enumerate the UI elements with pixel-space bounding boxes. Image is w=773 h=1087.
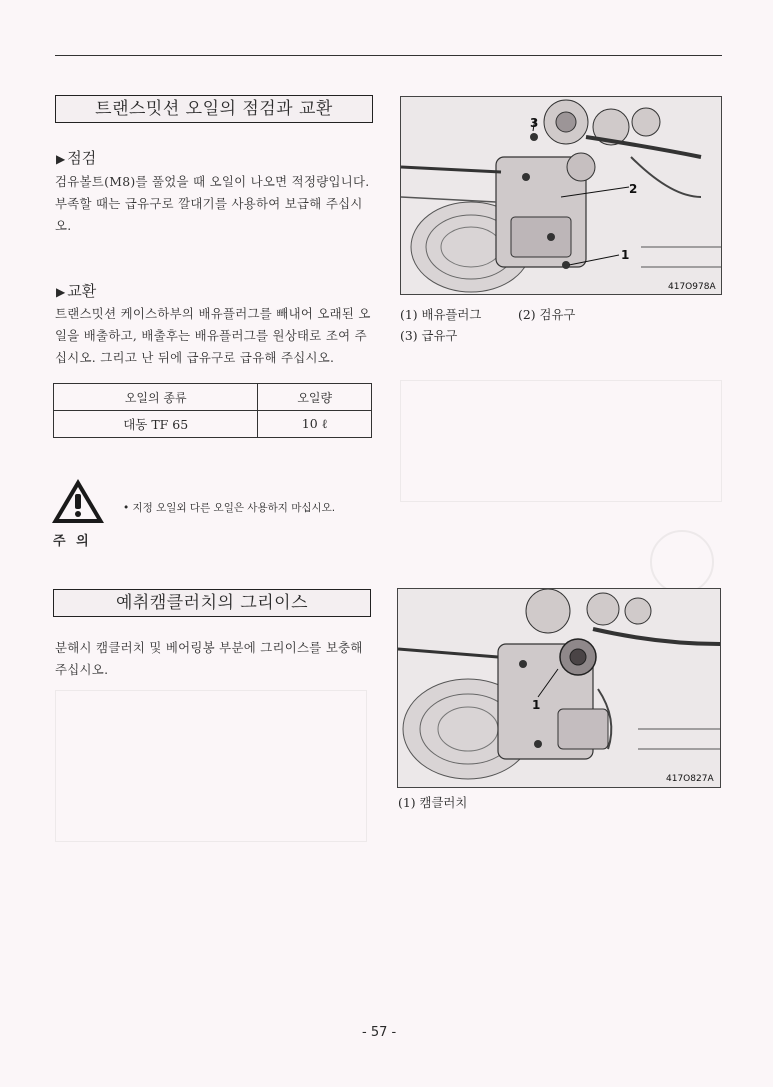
check-paragraph: [55, 171, 385, 237]
check-line: 검유볼트(M8)를 풀었을 때 오일이 나오면 적정량입니다.: [55, 174, 370, 189]
triangle-bullet-icon: ▶: [56, 285, 66, 299]
callout-1: 1: [621, 248, 630, 262]
check-line: 부족할 때는 급유구로 깔대기를 사용하여 보급해 주십시: [55, 196, 363, 211]
figure-code: 417O978A: [668, 282, 716, 292]
cam-clutch-figure: [397, 588, 721, 788]
section-title-cam-clutch: 예취캠클러치의 그리이스: [53, 589, 371, 617]
callout-2: 2: [629, 182, 638, 196]
table-cell: 대동 TF 65: [54, 411, 258, 438]
cam-clutch-paragraph: [55, 637, 385, 681]
table-row: [54, 411, 372, 438]
warning-icon: [50, 477, 106, 525]
replace-line: 십시오. 그리고 난 뒤에 급유구로 급유해 주십시오.: [55, 350, 335, 365]
caution-label: 주 의: [53, 534, 92, 549]
replace-line: 일을 배출하고, 배출후는 배유플러그를 원상태로 조여 주: [55, 328, 367, 343]
figure-caption-row: [400, 305, 481, 323]
figure-code: 417O827A: [666, 774, 714, 784]
bleed-through-shadow: [400, 380, 722, 502]
table-header-row: [54, 384, 372, 411]
triangle-bullet-icon: ▶: [56, 152, 66, 166]
cam-clutch-line: 주십시오.: [55, 662, 109, 677]
callout-3: 3: [530, 116, 539, 130]
transmission-figure: [400, 96, 722, 295]
caption-level-check: (2) 검유구: [518, 307, 576, 322]
page-number: - 57 -: [362, 1025, 397, 1040]
caution-text: • 지정 오일외 다른 오일은 사용하지 마십시오.: [123, 502, 336, 514]
figure-caption-row: [518, 305, 575, 323]
cam-clutch-illustration: [398, 589, 720, 787]
check-heading-text: 점검: [67, 149, 97, 167]
table-header-cell: 오일의 종류: [54, 384, 258, 411]
check-line: 오.: [55, 218, 72, 233]
figure-caption-row: [398, 793, 467, 811]
section-title-transmission-oil: 트랜스밋션 오일의 점검과 교환: [55, 95, 373, 123]
bleed-through-shadow: [650, 530, 714, 594]
replace-heading: [56, 280, 96, 301]
check-heading: [56, 147, 96, 168]
cam-clutch-line: 분해시 캠클러치 및 베어링봉 부분에 그리이스를 보충해: [55, 640, 363, 655]
caption-fill-port: (3) 급유구: [400, 328, 458, 343]
table-cell: 10 ℓ: [258, 411, 372, 438]
caution-block: [50, 477, 110, 547]
replace-heading-text: 교환: [67, 282, 97, 300]
bleed-through-shadow: [55, 690, 367, 842]
top-rule: [55, 55, 722, 56]
figure-caption-row: [400, 326, 457, 344]
transmission-illustration: [401, 97, 721, 294]
replace-line: 트랜스밋션 케이스하부의 배유플러그를 빼내어 오래된 오: [55, 306, 371, 321]
table-header-cell: 오일량: [258, 384, 372, 411]
replace-paragraph: [55, 303, 385, 369]
callout-1: 1: [532, 698, 541, 712]
caption-drain-plug: (1) 배유플러그: [400, 307, 482, 322]
oil-spec-table: [53, 383, 372, 438]
caption-cam-clutch: (1) 캠클러치: [398, 795, 468, 810]
